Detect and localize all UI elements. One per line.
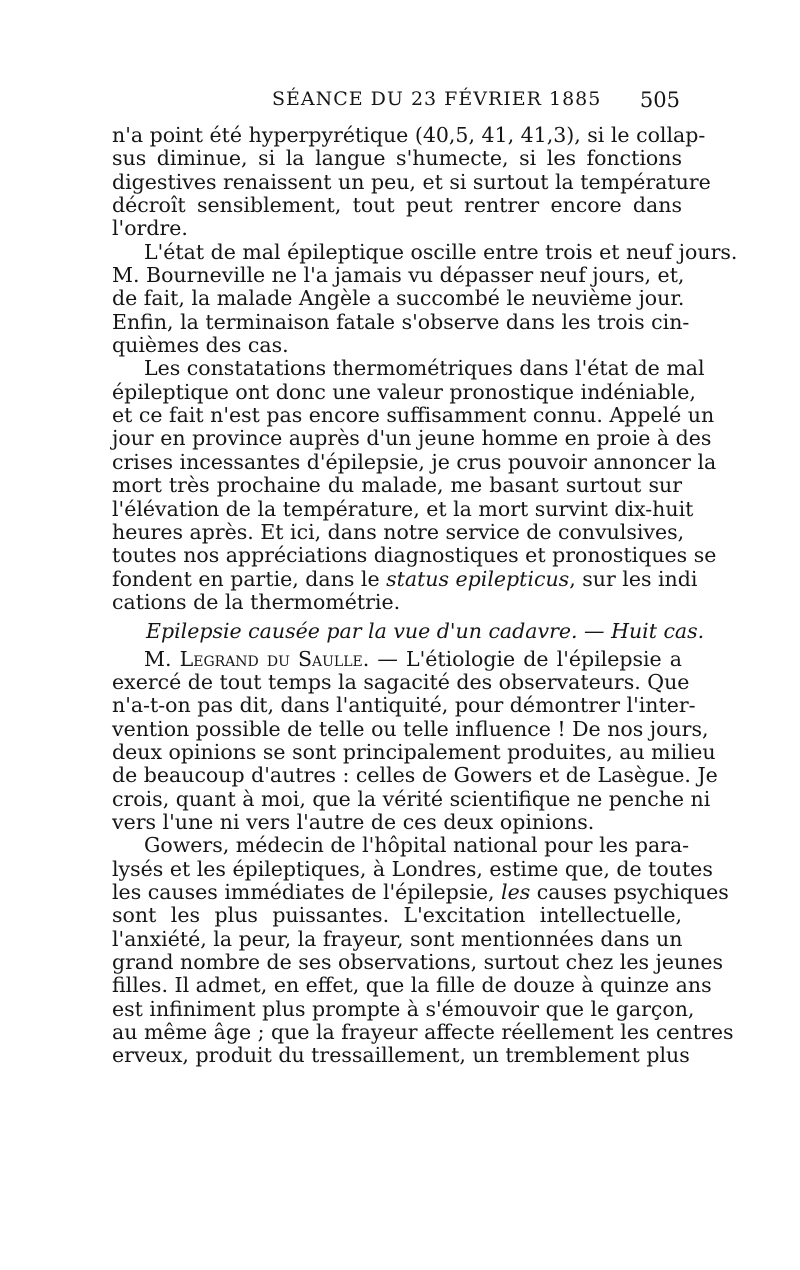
text-line: toutes nos appréciations diagnostiques et pronostiques se <box>112 543 717 568</box>
text-line: jour en province auprès d'un jeune homme en proie à des <box>112 426 712 451</box>
text-line: deux opinions se sont principalement produites, au milieu <box>112 739 716 764</box>
text-line: sus diminue, si la langue s'humecte, si les fonctions <box>112 146 682 171</box>
text-line: lysés et les épileptiques, à Londres, estime que, de toutes <box>112 856 713 881</box>
text-line: est infiniment plus prompte à s'émouvoir que le garçon, <box>112 996 695 1021</box>
text-line: cations de la thermométrie. <box>112 589 401 614</box>
text-line: au même âge ; que la frayeur affecte réellement les centres <box>112 1020 734 1045</box>
emphasis: les <box>501 880 531 904</box>
paragraph-1 <box>112 123 711 241</box>
page-body <box>112 123 738 1068</box>
text-line: M. Bourneville ne l'a jamais vu dépasser neuf jours, et, <box>112 263 685 288</box>
page-number: 505 <box>639 88 680 112</box>
text-fragment: — L'étiologie de l'épilepsie a <box>369 646 682 671</box>
text-line: l'élévation de la température, et la mort survint dix-huit <box>112 496 694 521</box>
text-line <box>112 880 729 904</box>
text-line: épileptique ont donc une valeur pronostique indéniable, <box>112 379 696 404</box>
text-line: heures après. Et ici, dans notre service de convulsives, <box>112 519 685 544</box>
text-line: mort très prochaine du malade, me basant surtout sur <box>112 473 682 498</box>
text-line: L'état de mal épileptique oscille entre trois et neuf jours. <box>144 239 738 264</box>
text-fragment: fondent en partie, dans le <box>112 566 387 591</box>
text-fragment: causes psychiques <box>530 880 729 904</box>
text-line: grand nombre de ses observations, surtout chez les jeunes <box>112 950 724 975</box>
text-line: Enfin, la terminaison fatale s'observe dans les trois cin- <box>112 309 690 334</box>
running-title: SÉANCE DU 23 FÉVRIER 1885 <box>272 88 602 110</box>
text-line: l'ordre. <box>112 216 188 241</box>
text-line: décroît sensiblement, tout peut rentrer encore dans <box>112 193 682 218</box>
text-line <box>112 648 682 671</box>
text-line: Les constatations thermométriques dans l'état de mal <box>144 356 705 381</box>
running-header <box>112 88 680 118</box>
text-line: erveux, produit du tressaillement, un tremblement plus <box>112 1043 690 1068</box>
text-line: Gowers, médecin de l'hôpital national pour les para- <box>144 833 690 858</box>
paragraph-5 <box>112 833 734 1068</box>
paragraph-2 <box>112 239 738 358</box>
text-line: de beaucoup d'autres : celles de Gowers et de Lasègue. Je <box>112 763 718 788</box>
text-line: vention possible de telle ou telle influence ! De nos jours, <box>112 716 709 741</box>
text-line: exercé de tout temps la sagacité des observateurs. Que <box>112 669 690 694</box>
text-line: crois, quant à moi, que la vérité scientifique ne penche ni <box>112 786 711 811</box>
text-line: digestives renaissent un peu, et si surtout la température <box>112 169 711 194</box>
text-line <box>112 566 698 591</box>
text-line: sont les plus puissantes. L'excitation intellectuelle, <box>112 903 682 928</box>
text-line: l'anxiété, la peur, la frayeur, sont mentionnées dans un <box>112 926 683 951</box>
text-line: filles. Il admet, en effet, que la fille de douze à quinze ans <box>112 973 712 998</box>
latin-term: status epilepticus <box>386 566 570 591</box>
text-line: n'a-t-on pas dit, dans l'antiquité, pour démontrer l'inter- <box>112 693 696 718</box>
text-fragment: , sur les indi <box>569 566 698 591</box>
text-fragment: les causes immédiates de l'épilepsie, <box>112 880 502 904</box>
text-line: n'a point été hyperpyrétique (40,5, 41, 41,3), si le collap- <box>112 123 706 147</box>
text-line: vers l'une ni vers l'autre de ces deux opinions. <box>112 809 595 834</box>
text-line: et ce fait n'est pas encore suffisamment connu. Appelé un <box>112 403 715 428</box>
text-line: crises incessantes d'épilepsie, je crus pouvoir annoncer la <box>112 449 717 474</box>
text-line: de fait, la malade Angèle a succombé le neuvième jour. <box>112 286 685 311</box>
section-heading: Epilepsie causée par la vue d'un cadavre. — Huit cas. <box>146 619 705 644</box>
speaker-name: M. Legrand du Saulle. <box>144 646 370 671</box>
paragraph-4 <box>112 646 718 835</box>
paragraph-3 <box>112 356 717 614</box>
text-line: quièmes des cas. <box>112 333 289 358</box>
